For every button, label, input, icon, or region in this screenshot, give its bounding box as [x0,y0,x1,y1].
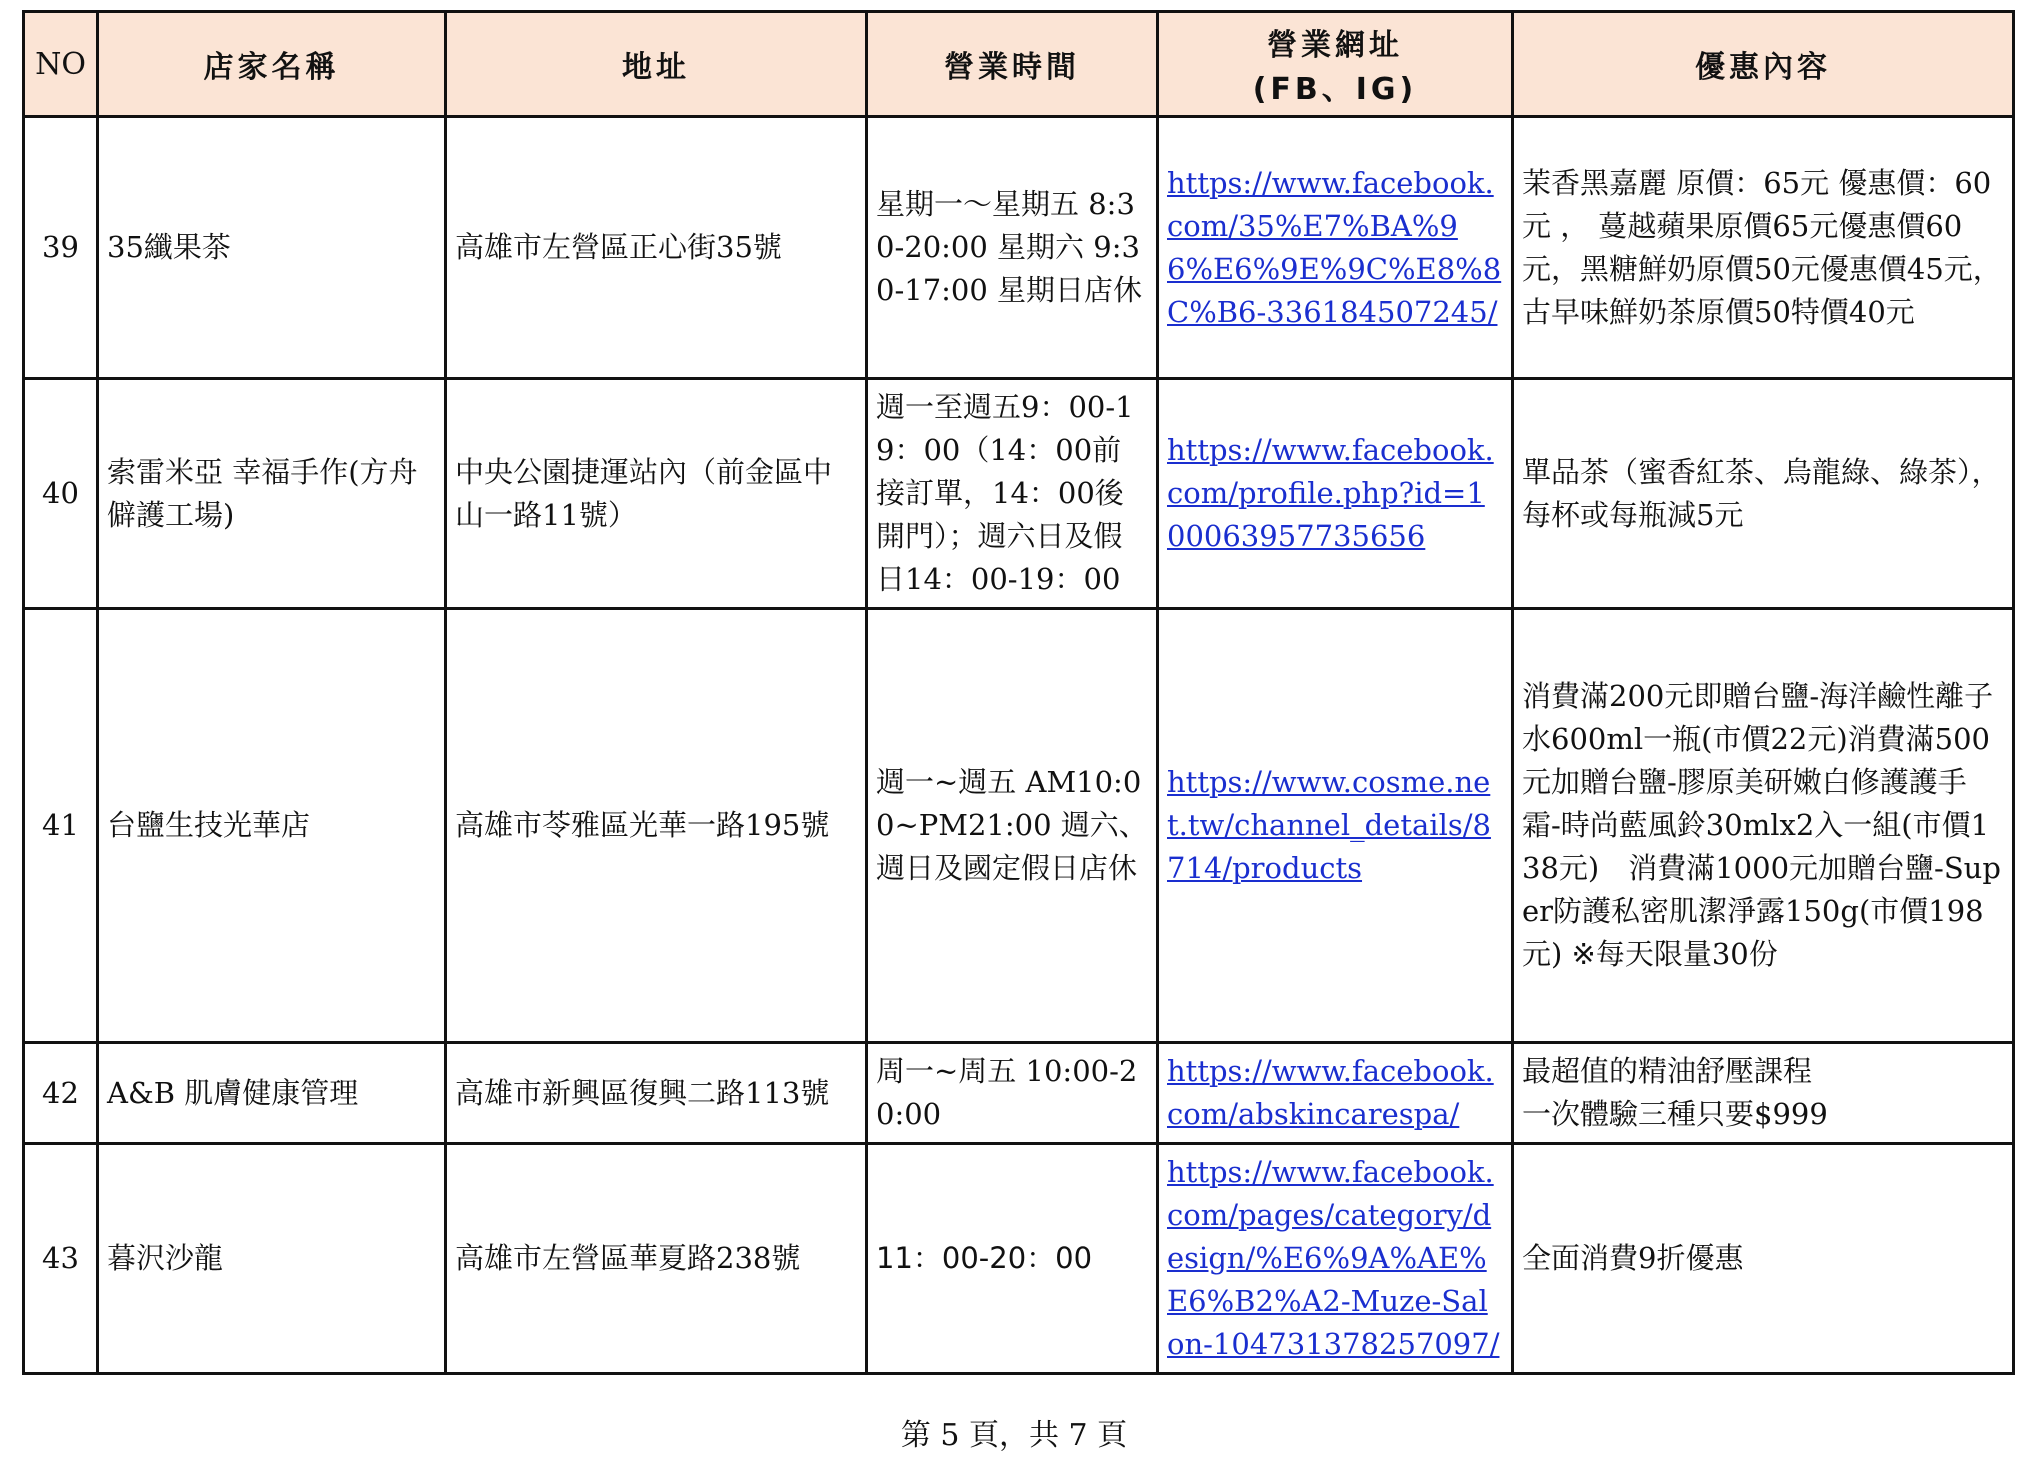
row-no: 39 [24,117,98,379]
row-offer-line1: 最超值的精油舒壓課程 [1522,1054,1813,1088]
header-row [24,12,2014,117]
row-url-link[interactable]: https://www.facebook.com/profile.php?id=100063957735656 [1167,433,1494,553]
row-offer: 消費滿200元即贈台鹽-海洋鹼性離子水600ml一瓶(市價22元)消費滿500元加贈台鹽-膠原美研嫩白修護護手霜-時尚藍風鈴30mlx2入一組(市價138元) 消費滿1000元加贈台鹽-Super防護私密肌潔淨露150g(市價198元) ※每天限量30份 [1513,609,2014,1043]
row-address: 高雄市左營區華夏路238號 [446,1144,867,1374]
row-offer: 茉香黑嘉麗 原價：65元 優惠價：60元 ， 蔓越蘋果原價65元優惠價60元，黑糖鮮奶原價50元優惠價45元，古早味鮮奶茶原價50特價40元 [1513,117,2014,379]
row-offer: 全面消費9折優惠 [1513,1144,2014,1374]
row-url-link[interactable]: https://www.cosme.net.tw/channel_details/8714/products [1167,765,1491,885]
table-row [24,379,2014,609]
row-store-name: 暮沢沙龍 [98,1144,446,1374]
header-hours: 營業時間 [867,12,1158,117]
row-no: 43 [24,1144,98,1374]
row-store-name: A&B 肌膚健康管理 [98,1043,446,1144]
row-url-link[interactable]: https://www.facebook.com/pages/category/design/%E6%9A%AE%E6%B2%A2-Muze-Salon-104731378257097/ [1167,1155,1500,1361]
row-url-link[interactable]: https://www.facebook.com/abskincarespa/ [1167,1054,1494,1131]
row-url-cell [1158,1144,1513,1374]
table-row [24,1144,2014,1374]
row-no: 40 [24,379,98,609]
header-address: 地址 [446,12,867,117]
row-no: 41 [24,609,98,1043]
row-url-cell [1158,609,1513,1043]
row-store-name: 台鹽生技光華店 [98,609,446,1043]
row-hours: 11：00-20：00 [867,1144,1158,1374]
row-offer: 單品茶（蜜香紅茶、烏龍綠、綠茶），每杯或每瓶減5元 [1513,379,2014,609]
header-no: NO [24,12,98,117]
row-store-name: 35纖果茶 [98,117,446,379]
row-address: 中央公園捷運站內（前金區中山一路11號） [446,379,867,609]
row-url-link[interactable]: https://www.facebook.com/35%E7%BA%96%E6%9E%9C%E8%8C%B6-336184507245/ [1167,165,1502,329]
table-row [24,609,2014,1043]
page-top-edge [0,0,2028,8]
header-store-name: 店家名稱 [98,12,446,117]
row-url-cell [1158,379,1513,609]
row-url-cell [1158,117,1513,379]
header-url [1158,12,1513,117]
row-address: 高雄市苓雅區光華一路195號 [446,609,867,1043]
row-store-name: 索雷米亞 幸福手作(方舟僻護工場) [98,379,446,609]
row-hours: 星期一～星期五 8:30-20:00 星期六 9:30-17:00 星期日店休 [867,117,1158,379]
row-offer [1513,1043,2014,1144]
row-hours: 週一~週五 AM10:00~PM21:00 週六、週日及國定假日店休 [867,609,1158,1043]
header-offer: 優惠內容 [1513,12,2014,117]
header-url-line2: (FB、IG) [1252,72,1418,107]
row-url-cell [1158,1043,1513,1144]
row-hours: 週一至週五9：00-19：00（14：00前接訂單，14：00後開門）；週六日及假日14：00-19：00 [867,379,1158,609]
header-url-line1: 營業網址 [1267,28,1403,63]
table-row [24,117,2014,379]
row-no: 42 [24,1043,98,1144]
row-address: 高雄市左營區正心街35號 [446,117,867,379]
row-offer-line2: 一次體驗三種只要$999 [1522,1097,1828,1131]
row-address: 高雄市新興區復興二路113號 [446,1043,867,1144]
store-discount-table [22,10,2015,1375]
table-row [24,1043,2014,1144]
row-hours: 周一~周五 10:00-20:00 [867,1043,1158,1144]
page-footer: 第 5 頁，共 7 頁 [900,1418,1128,1453]
